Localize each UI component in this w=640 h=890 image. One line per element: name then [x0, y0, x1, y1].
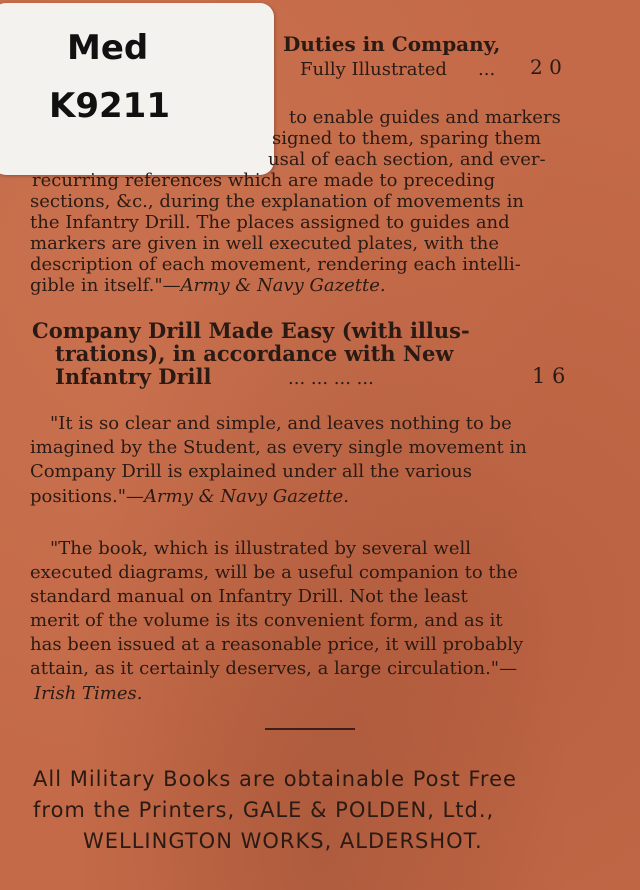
review-line: usal of each section, and ever- [268, 149, 546, 170]
review-line: merit of the volume is its convenient form, and as it [30, 610, 503, 631]
label-line-2: K9211 [49, 86, 170, 126]
entry-title-fragment: Duties in Company, [283, 32, 501, 56]
entry-subtitle: Fully Illustrated [300, 59, 447, 80]
footer-line-2: from the Printers, GALE & POLDEN, Ltd., [33, 798, 495, 822]
review-line-last [30, 275, 386, 296]
review-line: "It is so clear and simple, and leaves nothing to be [50, 413, 512, 434]
review-line: to enable guides and markers [289, 107, 561, 128]
review-source: Army & Navy Gazette. [144, 486, 349, 507]
review-line: sections, &c., during the explanation of movements in [30, 191, 524, 212]
review-line-last [30, 486, 349, 507]
entry-dots: ... [478, 59, 496, 80]
entry-title-line: Infantry Drill [55, 364, 212, 389]
review-line: Company Drill is explained under all the various [30, 461, 473, 482]
review-line: imagined by the Student, as every single movement in [30, 437, 527, 458]
footer-line-1: All Military Books are obtainable Post Free [33, 767, 517, 791]
review-line: signed to them, sparing them [272, 128, 542, 149]
review-line: markers are given in well executed plates, with the [30, 233, 500, 254]
library-label [0, 3, 274, 175]
review-line: has been issued at a reasonable price, it will probably [30, 634, 524, 655]
label-line-1: Med [67, 28, 149, 68]
review-line: recurring references which are made to preceding [32, 170, 496, 191]
review-text: gible in itself."— [30, 275, 181, 296]
review-line: attain, as it certainly deserves, a large circulation."— [30, 658, 518, 679]
review-source: Army & Navy Gazette. [180, 275, 386, 296]
review-line: description of each movement, rendering each intelli- [30, 254, 521, 275]
entry-title-line: trations), in accordance with New [55, 341, 454, 366]
review-line: executed diagrams, will be a useful companion to the [30, 562, 518, 583]
divider [265, 728, 355, 730]
entry-price: 2 0 [530, 55, 562, 79]
review-line: "The book, which is illustrated by several well [50, 538, 471, 559]
entry-price: 1 6 [532, 364, 566, 388]
entry-title-line: Company Drill Made Easy (with illus- [32, 318, 470, 343]
review-text: positions."— [30, 486, 145, 507]
review-line: the Infantry Drill. The places assigned to guides and [30, 212, 510, 233]
review-line: standard manual on Infantry Drill. Not the least [30, 586, 468, 607]
review-source: Irish Times. [34, 683, 143, 704]
entry-dots: ... ... ... ... [288, 368, 374, 389]
footer-line-3: WELLINGTON WORKS, ALDERSHOT. [83, 829, 483, 853]
